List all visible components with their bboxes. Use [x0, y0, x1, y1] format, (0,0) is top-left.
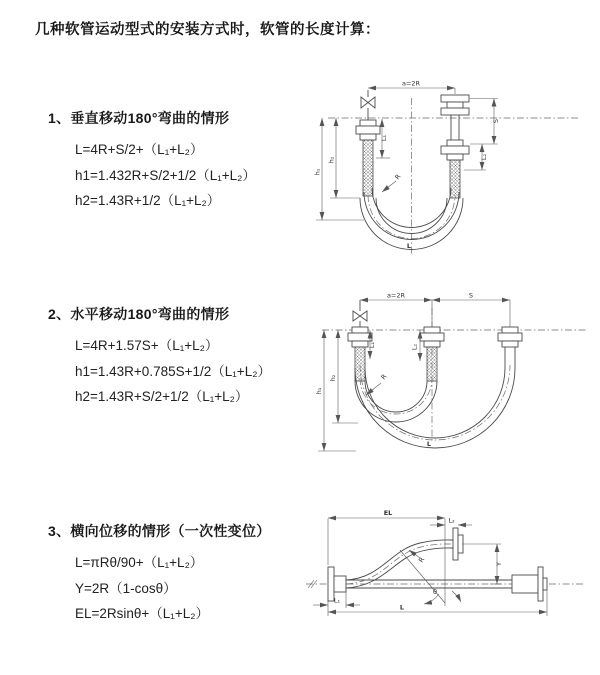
formula-line: EL=2Rsinθ+（L₁+L₂） — [75, 606, 209, 621]
left-fitting — [348, 327, 372, 381]
angle-theta — [400, 550, 461, 604]
section-3-formulas — [75, 550, 271, 627]
page-title: 几种软管运动型式的安装方式时，软管的长度计算： — [35, 22, 380, 38]
diagram-vertical-180-bend — [312, 78, 600, 258]
dim-label-l1: L₁ — [333, 596, 341, 605]
dimension-l2 — [411, 331, 421, 362]
dimension-l1 — [313, 590, 360, 608]
dim-label-h1: h₁ — [315, 387, 323, 395]
dimension-s — [470, 99, 500, 145]
dimension-a2r — [368, 80, 455, 95]
hose-s-curve-displaced-position — [346, 528, 463, 588]
radius-callout — [366, 372, 389, 395]
dim-label-r: R — [379, 372, 389, 382]
dimension-h1 — [315, 330, 356, 451]
dim-label-s: S — [492, 118, 500, 124]
formula-line: h2=1.43R+S/2+1/2（L₁+L₂） — [75, 389, 249, 404]
right-fitting — [498, 327, 522, 368]
valve-icon — [353, 300, 367, 327]
dim-label-l-total: L — [406, 242, 412, 250]
dimension-y — [462, 544, 503, 584]
section-3-heading: 3、横向位移的情形（一次性变位） — [48, 523, 271, 539]
dim-label-a2r: a=2R — [401, 79, 421, 88]
dim-label-h1: h₁ — [313, 168, 322, 176]
section-lateral-displacement — [48, 521, 271, 627]
diagram-lateral-displacement — [300, 498, 600, 653]
formula-line: L=4R+S/2+（L₁+L₂） — [75, 142, 204, 157]
dim-label-el: EL — [383, 509, 393, 517]
formula-line: L=πRθ/90+（L₁+L₂） — [75, 555, 204, 570]
dim-label-l: L — [399, 603, 405, 612]
dimension-a2r — [360, 292, 432, 328]
dimension-el — [328, 509, 445, 565]
dim-label-l2: L₂ — [480, 153, 488, 161]
dim-label-h2: h₂ — [329, 374, 337, 382]
dimension-l1 — [376, 119, 390, 158]
dim-label-l-total: L — [426, 440, 432, 448]
formula-line: h2=1.43R+1/2（L₁+L₂） — [75, 193, 221, 208]
section-vertical-movement — [48, 108, 256, 214]
dim-label-a2r: a=2R — [386, 291, 406, 300]
dim-label-r: R — [393, 172, 403, 182]
dim-label-theta: θ — [433, 588, 437, 596]
right-fitting — [441, 95, 469, 198]
diagram-horizontal-180-bend — [312, 283, 600, 463]
formula-line: h1=1.43R+0.785S+1/2（L₁+L₂） — [75, 363, 271, 379]
dim-label-h2: h₂ — [327, 156, 336, 164]
formula-line: Y=2R（1-cosθ） — [75, 580, 177, 596]
section-1-formulas — [75, 137, 256, 214]
section-2-heading: 2、水平移动180°弯曲的情形 — [48, 306, 230, 322]
section-horizontal-movement — [48, 304, 271, 410]
section-1-heading: 1、垂直移动180°弯曲的情形 — [48, 110, 230, 126]
radius-callout — [382, 172, 403, 192]
dim-label-r: R — [417, 555, 427, 565]
dimension-s — [432, 292, 510, 328]
dim-label-l2: L₂ — [448, 516, 455, 525]
dim-label-l1: L₁ — [368, 341, 376, 349]
dimension-h2 — [328, 118, 361, 198]
formula-line: L=4R+1.57S+（L₁+L₂） — [75, 338, 219, 353]
dim-label-l1: L₁ — [380, 134, 388, 142]
formula-line: h1=1.432R+S/2+1/2（L₁+L₂） — [75, 167, 256, 183]
dim-label-l2: L₂ — [410, 343, 419, 351]
section-2-formulas — [75, 333, 271, 410]
valve-icon — [361, 90, 375, 120]
dim-label-s: S — [468, 291, 474, 300]
middle-fitting — [420, 327, 444, 381]
dim-label-y: Y — [495, 562, 503, 566]
